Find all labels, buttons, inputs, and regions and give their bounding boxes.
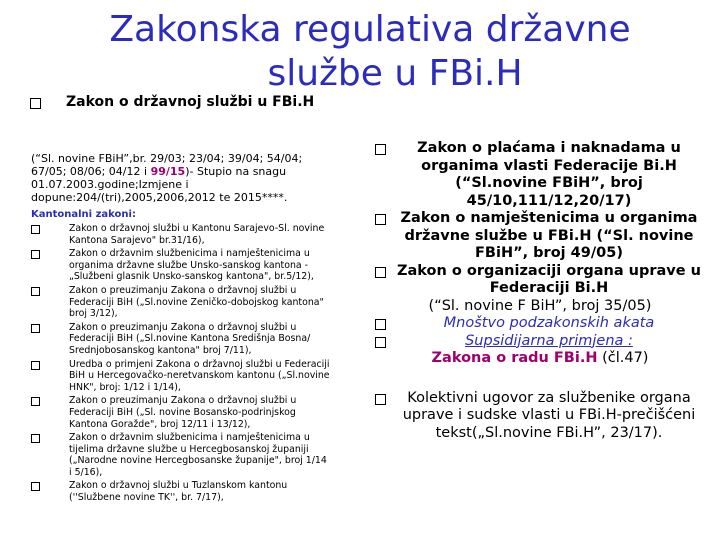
citation-text: (“Sl. novine FBiH”,br. 29/03; 23/04; 39/04; 54/04; 67/05; 08/06; 04/12 i	[31, 152, 303, 178]
list-item	[31, 395, 331, 430]
right-item-text: Zakon o organizaciji organa uprave u Federaciji Bi.H	[397, 262, 701, 296]
right-item-4	[375, 315, 705, 333]
bullet-box-icon	[375, 267, 386, 278]
bullet-box-icon	[31, 324, 40, 333]
right-item-3	[375, 263, 705, 298]
list-item	[31, 432, 331, 478]
bullet-box-icon	[31, 397, 40, 406]
right-item-1	[375, 140, 705, 210]
bullet-box-icon	[375, 144, 386, 155]
list-item-text: Uredba o primjeni Zakona o državnoj službi u Federaciji BiH u Hercegovačko-neretvanskom kantonu („Sl.novine HNK", broj: 1/12 i 1/14),	[69, 358, 330, 393]
title-line-1: Zakonska regulativa državne	[109, 9, 631, 50]
right-item-text: (čl.47)	[602, 350, 649, 366]
right-item-6	[375, 390, 705, 443]
bullet-box-icon	[31, 287, 40, 296]
bullet-box-icon	[30, 98, 41, 109]
list-item	[31, 322, 331, 357]
list-item	[31, 285, 331, 320]
bullet-box-icon	[31, 434, 40, 443]
right-item-2	[375, 210, 705, 263]
list-item-text: Zakon o državnim službenicima i namještenicima u tijelima državne službe u Hercegbosanskoj županiji („Narodne novine Hercegbosanske županije", broj 1/14 i 5/16),	[69, 432, 327, 478]
right-item-text: Mnoštvo podzakonskih akata	[443, 315, 655, 331]
right-item-text: Supsidijarna primjena :	[465, 332, 633, 349]
list-item	[31, 480, 331, 503]
right-item-5	[375, 333, 705, 351]
right-item-emphasis: Zakona o radu FBi.H	[431, 350, 598, 366]
citation-highlight: 99/15	[150, 165, 186, 178]
bullet-box-icon	[31, 361, 40, 370]
cantonal-label: Kantonalni zakoni:	[31, 209, 136, 220]
list-item-text: Zakon o državnoj službi u Kantonu Sarajevo-Sl. novine Kantona Sarajevo" br.31/16),	[69, 223, 325, 246]
right-item-text: Zakon o plaćama i naknadama u organima vlasti Federacije Bi.H (“Sl.novine FBiH”, broj 45/10,111/12,20/17)	[417, 140, 681, 209]
citation-end: )- Stupio na snagu 01.07.2003.godine;Izmjene i dopune:204/(tri),2005,2006,2012 te 2015****.	[31, 165, 288, 204]
right-item-5-detail	[375, 350, 705, 368]
list-item-text: Zakon o preuzimanju Zakona o državnoj službi u Federaciji BiH („Sl.novine Kantona Središnja Bosna/ Srednjobosanskog kantona" broj 7/11),	[69, 321, 311, 356]
right-item-text: Zakon o namještenicima u organima državne službe u FBi.H (“Sl. novine FBiH”, broj 49/05)	[400, 210, 698, 261]
law-citation	[31, 152, 331, 204]
bullet-box-icon	[31, 225, 40, 234]
bullet-box-icon	[375, 394, 386, 405]
list-item-text: Zakon o preuzimanju Zakona o državnoj službi u Federaciji BiH („Sl. novine Bosansko-podrinjskog Kantona Goražde", broj 12/11 i 13/12),	[69, 395, 297, 430]
right-item-3-tail: (“Sl. novine F BiH”, broj 35/05)	[428, 297, 652, 314]
top-bullet-text: Zakon o državnoj službi u FBi.H	[66, 94, 315, 110]
right-column	[375, 140, 705, 442]
slide-title	[0, 8, 720, 96]
bullet-box-icon	[31, 250, 40, 259]
right-item-text: Kolektivni ugovor za službenike organa uprave i sudske vlasti u FBi.H-prečišćeni tekst(„Sl.novine FBi.H”, 23/17).	[402, 389, 696, 441]
bullet-box-icon	[31, 482, 40, 491]
list-item	[31, 359, 331, 394]
bullet-box-icon	[375, 214, 386, 225]
bullet-box-icon	[375, 337, 386, 348]
list-item-text: Zakon o preuzimanju Zakona o državnoj službi u Federaciji BiH („Sl.novine Zeničko-dobojskog kantona" broj 3/12),	[69, 284, 324, 320]
bullet-box-icon	[375, 319, 386, 330]
title-line-2: službe u FBi.H	[267, 53, 523, 94]
list-item	[31, 248, 331, 283]
list-item	[31, 223, 331, 246]
list-item-text: Zakon o državnoj službi u Tuzlanskom kantonu (''Službene novine TK'', br. 7/17),	[69, 480, 288, 504]
left-column	[31, 152, 331, 504]
cantonal-list	[31, 223, 331, 504]
list-item-text: Zakon o državnim službenicima i namještenicima u organima državne službe Unsko-sanskog kantona - „Službeni glasnik Unsko-sanskog kantona", br.5/12),	[69, 248, 314, 283]
